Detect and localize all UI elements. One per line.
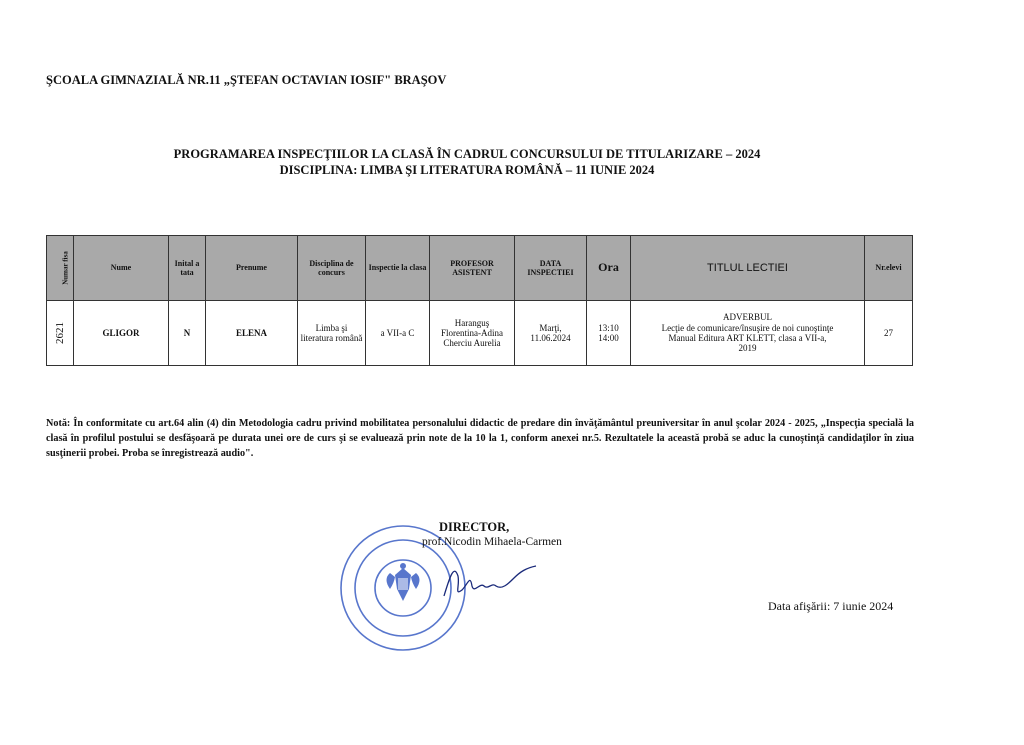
titlu-line: Lecţie de comunicare/însuşire de noi cunoştinţe	[661, 322, 834, 333]
cell-titlu	[631, 301, 865, 366]
cell-disciplina: Limba şi literatura română	[298, 301, 366, 366]
document-title-line2: DISCIPLINA: LIMBA ŞI LITERATURA ROMÂNĂ – 11 IUNIE 2024	[279, 163, 655, 177]
profesor-line: Cherciu Aurelia	[443, 338, 501, 348]
cell-prenume: ELENA	[206, 301, 298, 366]
header-inspectie: Inspectie la clasa	[366, 236, 430, 301]
table-header-row	[47, 236, 913, 301]
header-elevi: Nr.elevi	[865, 236, 913, 301]
document-title-line1: PROGRAMAREA INSPECŢIILOR LA CLASĂ ÎN CADRUL CONCURSULUI DE TITULARIZARE – 2024	[173, 147, 761, 161]
ora-start: 13:10	[598, 323, 619, 333]
cell-inspectie: a VII-a C	[366, 301, 430, 366]
date-posted: Data afişării: 7 iunie 2024	[768, 599, 894, 613]
cell-nume: GLIGOR	[74, 301, 169, 366]
header-profesor: PROFESOR ASISTENT	[430, 236, 515, 301]
titlu-line: 2019	[738, 343, 757, 354]
cell-profesor	[430, 301, 515, 366]
ora-end: 14:00	[598, 333, 619, 343]
header-prenume: Prenume	[206, 236, 298, 301]
cell-initiala: N	[169, 301, 206, 366]
profesor-line: Florentina-Adina	[441, 328, 503, 338]
legal-note: Notă: În conformitate cu art.64 alin (4) din Metodologia cadru privind mobilitatea personalului didactic de predare din învăţământul preuniversitar în anul şcolar 2024 - 2025, „Inspecţia specială la clasă în profilul postului se desfăşoară pe durata unei ore de curs şi se evaluează prin note de la 10 la 1, conform anexei nr.5. Rezultatele la această probă se aduc la cunoştinţă candidaţilor în ziua susţinerii probei. Proba se înregistrează audio".	[46, 418, 914, 459]
director-signature	[440, 556, 540, 606]
director-name: prof.Nicodin Mihaela-Carmen	[422, 536, 562, 548]
school-name: ŞCOALA GIMNAZIALĂ NR.11 „ŞTEFAN OCTAVIAN IOSIF" BRAŞOV	[46, 73, 447, 87]
cell-numar-fisa: 2621	[47, 301, 74, 366]
titlu-line: ADVERBUL	[723, 312, 772, 323]
header-data: DATA INSPECTIEI	[515, 236, 587, 301]
header-nume: Nume	[74, 236, 169, 301]
inspection-schedule-table	[46, 235, 913, 366]
cell-elevi: 27	[865, 301, 913, 366]
profesor-line: Haranguş	[454, 318, 490, 328]
header-numar-fisa: Numar fisa	[47, 236, 74, 301]
data-date: 11.06.2024	[530, 333, 571, 343]
cell-ora	[587, 301, 631, 366]
table-row	[47, 301, 913, 366]
header-ora: Ora	[587, 236, 631, 301]
cell-data	[515, 301, 587, 366]
header-disciplina: Disciplina de concurs	[298, 236, 366, 301]
header-titlu: TITLUL LECTIEI	[631, 236, 865, 301]
titlu-line: Manual Editura ART KLETT, clasa a VII-a,	[668, 333, 827, 343]
header-initiala: Inital a tata	[169, 236, 206, 301]
data-day: Marţi,	[539, 323, 562, 333]
director-title: DIRECTOR,	[439, 520, 510, 534]
